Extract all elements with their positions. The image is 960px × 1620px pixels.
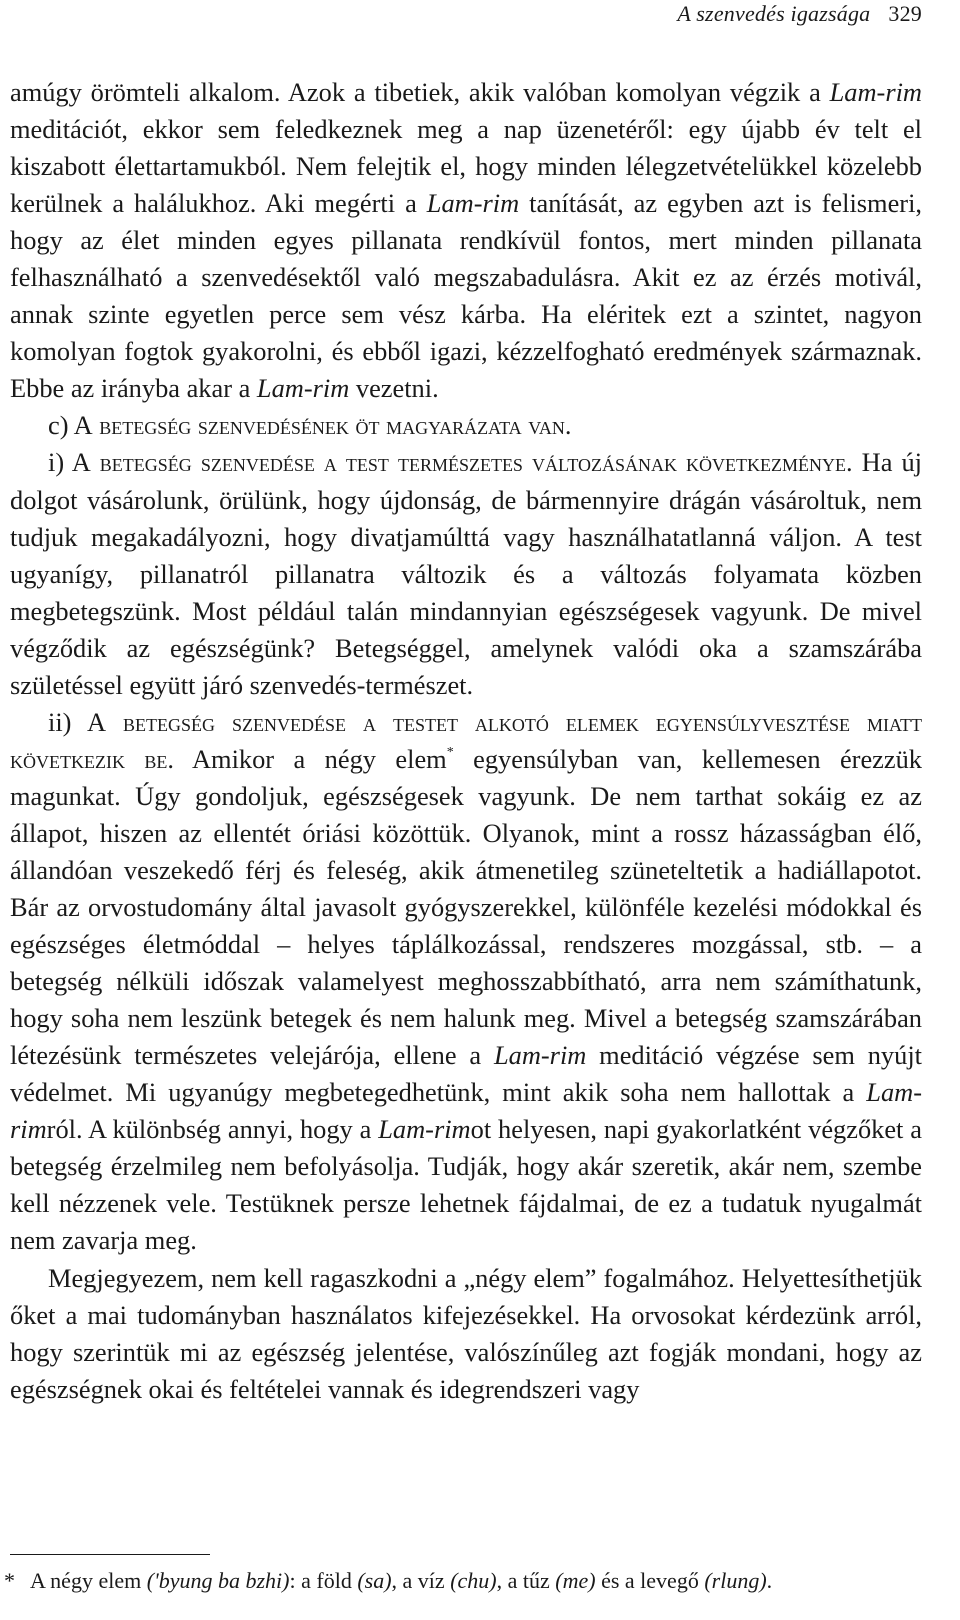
heading-label: i) A: [48, 447, 91, 478]
text-run: és a levegő: [595, 1568, 705, 1593]
italic-term: (chu): [450, 1568, 497, 1593]
italic-term: Lam-rim: [829, 77, 922, 107]
text-run: A négy elem: [30, 1568, 147, 1593]
italic-term: ('byung ba bzhi): [146, 1568, 290, 1593]
italic-term: Lam-rim: [10, 1077, 922, 1145]
text-run: .: [766, 1568, 773, 1593]
heading-text: betegség szenvedése a test természetes változásának következménye.: [90, 447, 853, 478]
section-i-body: Ha új dolgot vásárolunk, örülünk, hogy újdonság, de bármennyire drágán vásároltuk, nem tudjuk megakadályozni, hogy divatjamúlttá vagy használhatatlanná váljon. A test ugyanígy, pillanatról pillanatra változik és a változás folyamata közben megbetegszünk. Most például talán mindannyian egészségesek vagyunk. De mivel végződik az egészségünk? Betegséggel, amelynek valódi oka a szamszárába születéssel együtt járó szenvedés-természet.: [10, 447, 922, 700]
text-run: amúgy örömteli alkalom. Azok a tibetiek, akik valóban komolyan végzik a: [10, 77, 830, 107]
heading-label: c) A: [48, 410, 93, 441]
heading-text: betegség szenvedésének öt magyarázata van.: [92, 410, 572, 441]
footnote-divider: [10, 1554, 210, 1555]
text-run: meditáció végzése sem nyújt védelmet. Mi ugyanúgy megbetegedhetünk, mint akik soha nem hallottak a: [10, 1040, 922, 1108]
heading-label: ii) A: [48, 706, 107, 737]
page-number: 329: [888, 1, 922, 26]
italic-term: (me): [555, 1568, 596, 1593]
section-ii: [10, 704, 922, 1260]
paragraph-lamrim-intro: [10, 74, 922, 407]
text-run: meditációt, ekkor sem feledkeznek meg a nap üzenetéről: egy újabb év telt el kiszabott élettartamukból. Nem felejtik el, hogy minden lélegzetvételükkel közelebb kerülnek a halálukhoz. Aki megérti a: [10, 114, 922, 219]
body-text: [10, 74, 922, 1408]
text-run: tanítását, az egyben azt is felismeri, hogy az élet minden egyes pillanata rendkívül fontos, mert minden pillanata felhasználható a szenvedésektől való megszabadulásra. Akit ez az érzés motivál, annak szinte egyetlen perce sem vész kárba. Ha eléritek ezt a szintet, nagyon komolyan fogtok gyakorolni, és ebből igazi, kézzelfogható eredmények származnak. Ebbe az irányba akar a: [10, 188, 923, 404]
footnote-reference[interactable]: *: [446, 744, 454, 760]
footnote-mark: *: [4, 1568, 15, 1593]
section-i-heading: [48, 447, 853, 477]
italic-term: Lam-rim: [256, 373, 350, 404]
section-i: [10, 444, 922, 703]
italic-term: Lam-rim: [378, 1114, 471, 1145]
text-run: , a tűz: [496, 1568, 556, 1593]
footnote: [4, 1566, 922, 1596]
running-head-title: A szenvedés igazsága: [677, 1, 871, 26]
paragraph-four-elements: Megjegyezem, nem kell ragaszkodni a „négy elem” fogalmához. Helyettesíthetjük őket a mai tudományban használatos kifejezésekkel. Ha orvosokat kérdezünk arról, hogy szerintük mi az egészség jelentése, valószínűleg azt fogják mondani, hogy az egészségnek okai és feltételei vannak és idegrendszeri vagy: [10, 1262, 922, 1404]
text-run: , a víz: [391, 1568, 451, 1593]
text-run: egyensúlyban van, kellemesen érezzük magunkat. Úgy gondoljuk, egészségesek vagyunk. De nem tarthat sokáig ez az állapot, hiszen az ellentét óriási közöttük. Olyanok, mint a rossz házasságban élő, állandóan veszekedő férj és feleség, akik átmenetileg szüneteltetik a hadiállapotot. Bár az orvostudomány által javasolt gyógyszerekkel, különféle kezelési módokkal és egészséges életmóddal – helyes táplálkozással, rendszeres mozgással, stb. – a betegség nélküli időszak valamelyest meghosszabbítható, arra nem számíthatunk, hogy soha nem leszünk betegek és nem halunk meg. Mivel a betegség szamszárában létezésünk természetes velejárója, ellene a: [10, 743, 922, 1071]
running-head: [10, 0, 922, 40]
text-run: ot helyesen, napi gyakorlatként végzőket a betegség érzelmileg nem befolyásolja. Tudják, hogy akár szeretik, akár nem, szembe kell nézzenek vele. Testüknek persze lehetnek fájdalmai, de ez a tudatuk nyugalmát nem zavarja meg.: [10, 1114, 922, 1256]
text-run: : a föld: [289, 1568, 358, 1593]
italic-term: Lam-rim: [493, 1040, 587, 1071]
italic-term: Lam-rim: [426, 188, 520, 219]
text-run: Amikor a négy elem: [174, 743, 447, 774]
italic-term: (rlung): [704, 1568, 767, 1593]
heading-c: [10, 407, 922, 444]
text-run: vezetni.: [349, 373, 439, 404]
text-run: ról. A különbség annyi, hogy a: [46, 1114, 379, 1145]
heading-text: betegség szenvedése a testet alkotó elemek egyensúlyvesztése miatt következik be.: [10, 706, 923, 774]
italic-term: (sa): [357, 1568, 392, 1593]
